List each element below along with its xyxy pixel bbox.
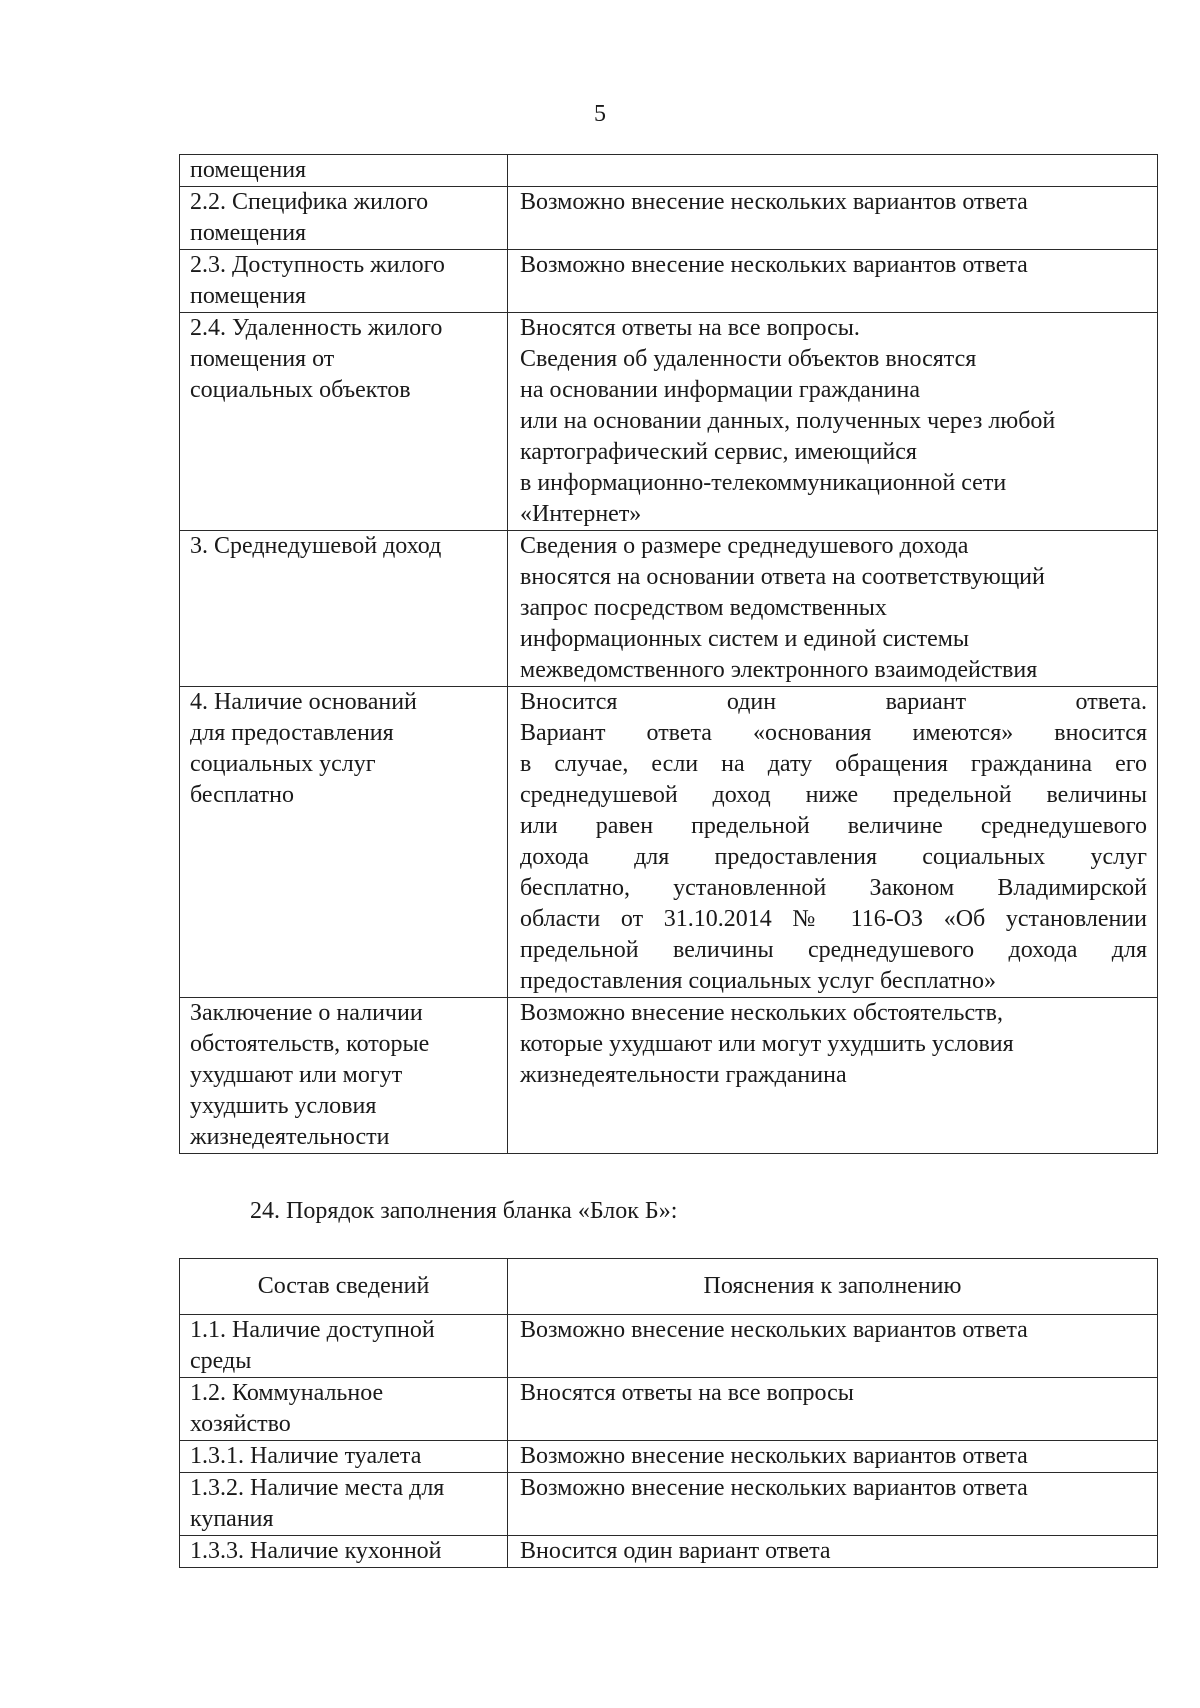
table-row [180, 313, 1158, 531]
table-header-row [180, 1259, 1158, 1315]
row-label-line: бесплатно [190, 782, 294, 808]
row-label-line: 1.3.1. Наличие туалета [190, 1443, 422, 1469]
row-explanation-line: Сведения об удаленности объектов вносятся [520, 346, 977, 372]
row-label-line: социальных услуг [190, 751, 376, 777]
section-heading: 24. Порядок заполнения бланка «Блок Б»: [250, 1198, 678, 1224]
row-label-cell [180, 998, 508, 1154]
row-label-line: 1.3.2. Наличие места для [190, 1475, 445, 1501]
row-label-cell [180, 1441, 508, 1473]
row-label-line: 2.3. Доступность жилого [190, 252, 445, 278]
row-label-line: 1.3.3. Наличие кухонной [190, 1538, 442, 1564]
row-explanation-cell [508, 1378, 1158, 1441]
row-explanation-line: Возможно внесение нескольких вариантов ответа [520, 1475, 1028, 1501]
table-row [180, 687, 1158, 998]
row-explanation-cell [508, 1536, 1158, 1568]
row-explanation-line: Вносятся ответы на все вопросы [520, 1380, 854, 1406]
row-label-line: 4. Наличие оснований [190, 689, 417, 715]
table-block-b [179, 1258, 1158, 1568]
row-label-line: обстоятельств, которые [190, 1031, 430, 1057]
row-explanation-line: Возможно внесение нескольких обстоятельств, [520, 1000, 1003, 1026]
row-explanation-line: запрос посредством ведомственных [520, 595, 887, 621]
row-explanation-line: жизнедеятельности гражданина [520, 1062, 847, 1088]
row-explanation-line: Возможно внесение нескольких вариантов ответа [520, 252, 1028, 278]
table-row [180, 250, 1158, 313]
row-explanation-cell [508, 1315, 1158, 1378]
row-label-line: жизнедеятельности [190, 1124, 390, 1150]
row-explanation-line: вносятся на основании ответа на соответствующий [520, 564, 1045, 590]
row-label-cell [180, 250, 508, 313]
row-explanation-line: «Интернет» [520, 501, 642, 527]
table-row [180, 1315, 1158, 1378]
row-label-line: среды [190, 1348, 252, 1374]
row-label-cell [180, 1536, 508, 1568]
row-explanation-line: или на основании данных, полученных через любой [520, 408, 1056, 434]
row-label-line: 1.1. Наличие доступной [190, 1317, 435, 1343]
row-label-line: для предоставления [190, 720, 394, 746]
row-explanation-line: предельной величины среднедушевого дохода для [520, 937, 1147, 963]
row-explanation-line: информационных систем и единой системы [520, 626, 970, 652]
row-label-line: 1.2. Коммунальное [190, 1380, 384, 1406]
row-label-line: помещения [190, 283, 307, 309]
table-row [180, 998, 1158, 1154]
row-label-line: Заключение о наличии [190, 1000, 423, 1026]
row-explanation-line: бесплатно, установленной Законом Владимирской [520, 875, 1147, 901]
table-block-a-continued [179, 154, 1158, 1154]
row-label-line: помещения от [190, 346, 335, 372]
row-explanation-line: Возможно внесение нескольких вариантов ответа [520, 189, 1028, 215]
row-explanation-line: Сведения о размере среднедушевого дохода [520, 533, 969, 559]
row-label-cell [180, 531, 508, 687]
table-row [180, 187, 1158, 250]
row-explanation-line: в информационно-телекоммуникационной сети [520, 470, 1007, 496]
column-header-explanation: Пояснения к заполнению [508, 1259, 1158, 1315]
row-explanation-line: Вариант ответа «основания имеются» вносится [520, 720, 1147, 746]
table-row [180, 155, 1158, 187]
table-b-body [180, 1315, 1158, 1568]
row-label-line: хозяйство [190, 1411, 291, 1437]
row-explanation-line: среднедушевой доход ниже предельной величины [520, 782, 1147, 808]
table-row [180, 1473, 1158, 1536]
row-label-line: помещения [190, 220, 307, 246]
row-label-line: ухудшить условия [190, 1093, 377, 1119]
row-explanation-line: дохода для предоставления социальных услуг [520, 844, 1147, 870]
row-explanation-line: области от 31.10.2014 № 116-ОЗ «Об установлении [520, 906, 1147, 932]
row-label-cell [180, 1315, 508, 1378]
row-explanation-line: которые ухудшают или могут ухудшить условия [520, 1031, 1014, 1057]
row-explanation-cell [508, 1473, 1158, 1536]
row-label-line: помещения [190, 157, 307, 183]
row-label-cell [180, 1473, 508, 1536]
row-label-cell [180, 187, 508, 250]
row-label-line: ухудшают или могут [190, 1062, 403, 1088]
row-explanation-cell [508, 155, 1158, 187]
row-explanation-cell [508, 187, 1158, 250]
row-explanation-line: Возможно внесение нескольких вариантов ответа [520, 1443, 1028, 1469]
table-row [180, 1378, 1158, 1441]
row-explanation-line: Вносится один вариант ответа [520, 1538, 831, 1564]
row-explanation-line: межведомственного электронного взаимодействия [520, 657, 1038, 683]
row-explanation-cell [508, 998, 1158, 1154]
row-label-line: 2.4. Удаленность жилого [190, 315, 443, 341]
table-a-body [180, 155, 1158, 1154]
row-explanation-cell [508, 531, 1158, 687]
row-label-line: 3. Среднедушевой доход [190, 533, 442, 559]
table-row [180, 1536, 1158, 1568]
row-explanation-cell [508, 313, 1158, 531]
row-label-cell [180, 155, 508, 187]
row-label-cell [180, 313, 508, 531]
row-label-cell [180, 687, 508, 998]
row-label-cell [180, 1378, 508, 1441]
row-explanation-line: Вносятся ответы на все вопросы. [520, 315, 860, 341]
row-label-line: 2.2. Специфика жилого [190, 189, 429, 215]
page-number: 5 [594, 101, 606, 127]
row-label-line: социальных объектов [190, 377, 411, 403]
row-explanation-line: картографический сервис, имеющийся [520, 439, 917, 465]
row-explanation-cell [508, 250, 1158, 313]
row-explanation-line: в случае, если на дату обращения гражданина его [520, 751, 1147, 777]
row-explanation-line: Возможно внесение нескольких вариантов ответа [520, 1317, 1028, 1343]
row-explanation-line: на основании информации гражданина [520, 377, 920, 403]
table-row [180, 1441, 1158, 1473]
table-row [180, 531, 1158, 687]
row-explanation-cell [508, 687, 1158, 998]
row-label-line: купания [190, 1506, 274, 1532]
column-header-composition: Состав сведений [180, 1259, 508, 1315]
row-explanation-line: предоставления социальных услуг бесплатно» [520, 968, 996, 994]
row-explanation-line: Вносится один вариант ответа. [520, 689, 1147, 715]
row-explanation-line: или равен предельной величине среднедушевого [520, 813, 1147, 839]
row-explanation-cell [508, 1441, 1158, 1473]
